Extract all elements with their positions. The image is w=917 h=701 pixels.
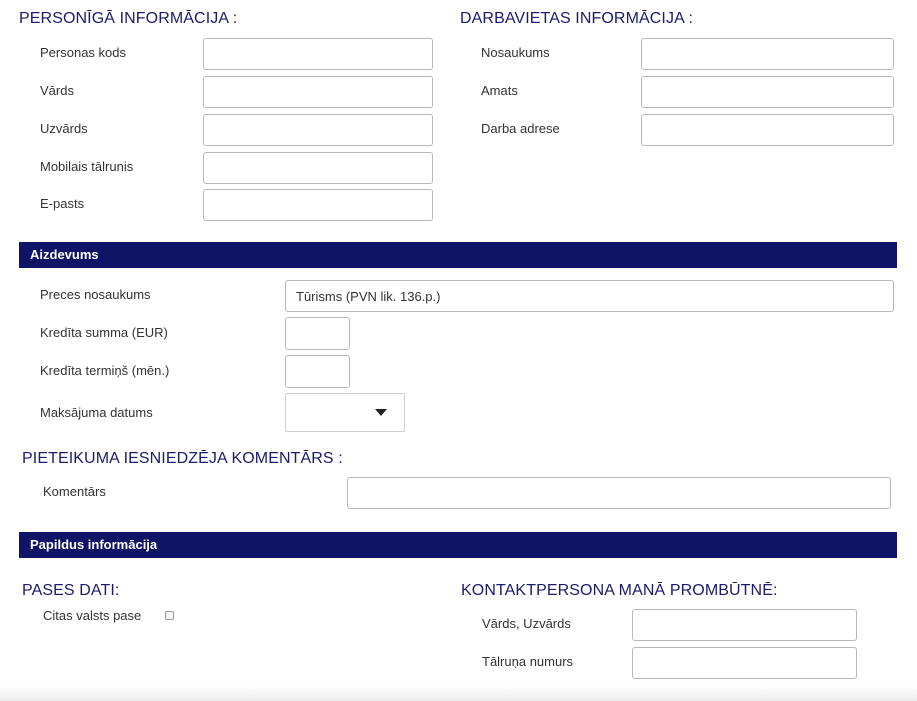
payment-date-label: Maksājuma datums [40,405,153,420]
caret-down-icon [375,409,387,416]
personal-code-label: Personas kods [40,45,126,60]
product-name-input[interactable] [285,280,894,312]
company-name-label: Nosaukums [481,45,550,60]
comment-section-title: PIETEIKUMA IESNIEDZĒJA KOMENTĀRS : [22,450,343,467]
position-input[interactable] [641,76,894,108]
foreign-passport-checkbox[interactable] [165,611,174,620]
first-name-label: Vārds [40,83,74,98]
comment-label: Komentārs [43,484,106,499]
first-name-input[interactable] [203,76,433,108]
additional-info-bar: Papildus informācija [19,532,897,558]
last-name-input[interactable] [203,114,433,146]
credit-amount-input[interactable] [285,317,350,350]
comment-input[interactable] [347,477,891,509]
contact-section-title: KONTAKTPERSONA MANĀ PROMBŪTNĒ: [461,582,778,599]
mobile-phone-input[interactable] [203,152,433,184]
mobile-phone-label: Mobilais tālrunis [40,159,134,174]
credit-term-label: Kredīta termiņš (mēn.) [40,363,170,378]
personal-code-input[interactable] [203,38,433,70]
last-name-label: Uzvārds [40,121,88,136]
work-address-label: Darba adrese [481,121,560,136]
contact-phone-label: Tālruņa numurs [482,654,574,669]
personal-section-title: PERSONĪGĀ INFORMĀCIJA : [19,10,238,27]
contact-name-input[interactable] [632,609,857,641]
passport-section-title: PASES DATI: [22,582,120,599]
email-input[interactable] [203,189,433,221]
credit-amount-label: Kredīta summa (EUR) [40,325,168,340]
page-bottom-shadow [0,686,917,701]
work-section-title: DARBAVIETAS INFORMĀCIJA : [460,10,694,27]
email-label: E-pasts [40,196,85,211]
contact-name-label: Vārds, Uzvārds [482,616,571,631]
foreign-passport-label: Citas valsts pase [43,608,142,623]
loan-section-bar: Aizdevums [19,242,897,268]
product-name-label: Preces nosaukums [40,287,151,302]
payment-date-select[interactable] [285,393,405,432]
contact-phone-input[interactable] [632,647,857,679]
work-address-input[interactable] [641,114,894,146]
position-label: Amats [481,83,518,98]
credit-term-input[interactable] [285,355,350,388]
company-name-input[interactable] [641,38,894,70]
